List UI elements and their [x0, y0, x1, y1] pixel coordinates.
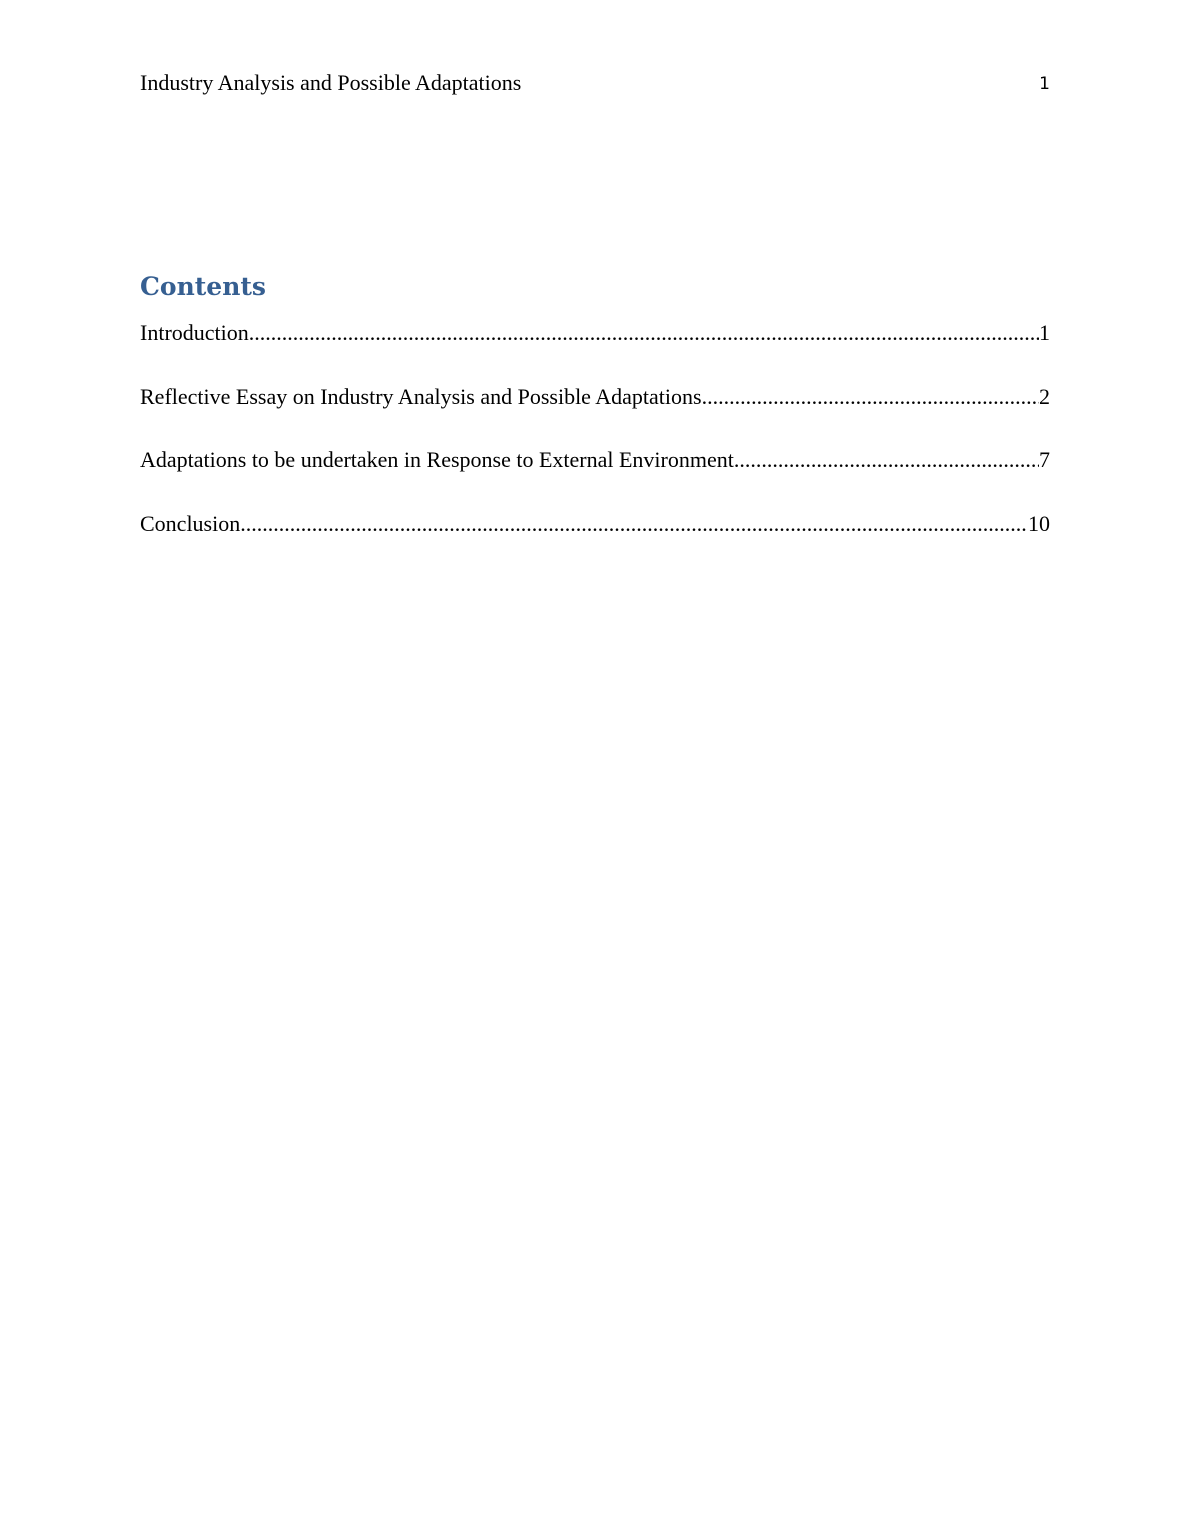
toc-heading: Contents	[140, 272, 267, 301]
toc-entry-introduction[interactable]	[140, 320, 1050, 384]
toc-dot-leader	[249, 320, 1039, 346]
toc-entry-adaptations[interactable]	[140, 447, 1050, 511]
toc-dot-leader	[702, 384, 1039, 410]
page-number: 1	[1039, 74, 1050, 94]
table-of-contents	[140, 320, 1050, 574]
toc-entry-title: Adaptations to be undertaken in Response to External Environment	[140, 447, 734, 472]
toc-entry-conclusion[interactable]	[140, 511, 1050, 575]
running-head: Industry Analysis and Possible Adaptations	[140, 70, 522, 95]
toc-entry-title: Reflective Essay on Industry Analysis and Possible Adaptations	[140, 383, 702, 409]
toc-entry-reflective-essay[interactable]	[140, 384, 1050, 448]
toc-entry-title: Introduction	[140, 320, 249, 345]
toc-entry-page: 2	[1039, 383, 1050, 409]
toc-entry-title: Conclusion	[140, 510, 241, 536]
toc-entry-page: 7	[1039, 447, 1050, 472]
toc-entry-page: 1	[1039, 320, 1050, 345]
toc-dot-leader	[734, 447, 1039, 473]
toc-entry-page: 10	[1028, 510, 1050, 536]
toc-dot-leader	[240, 511, 1028, 537]
